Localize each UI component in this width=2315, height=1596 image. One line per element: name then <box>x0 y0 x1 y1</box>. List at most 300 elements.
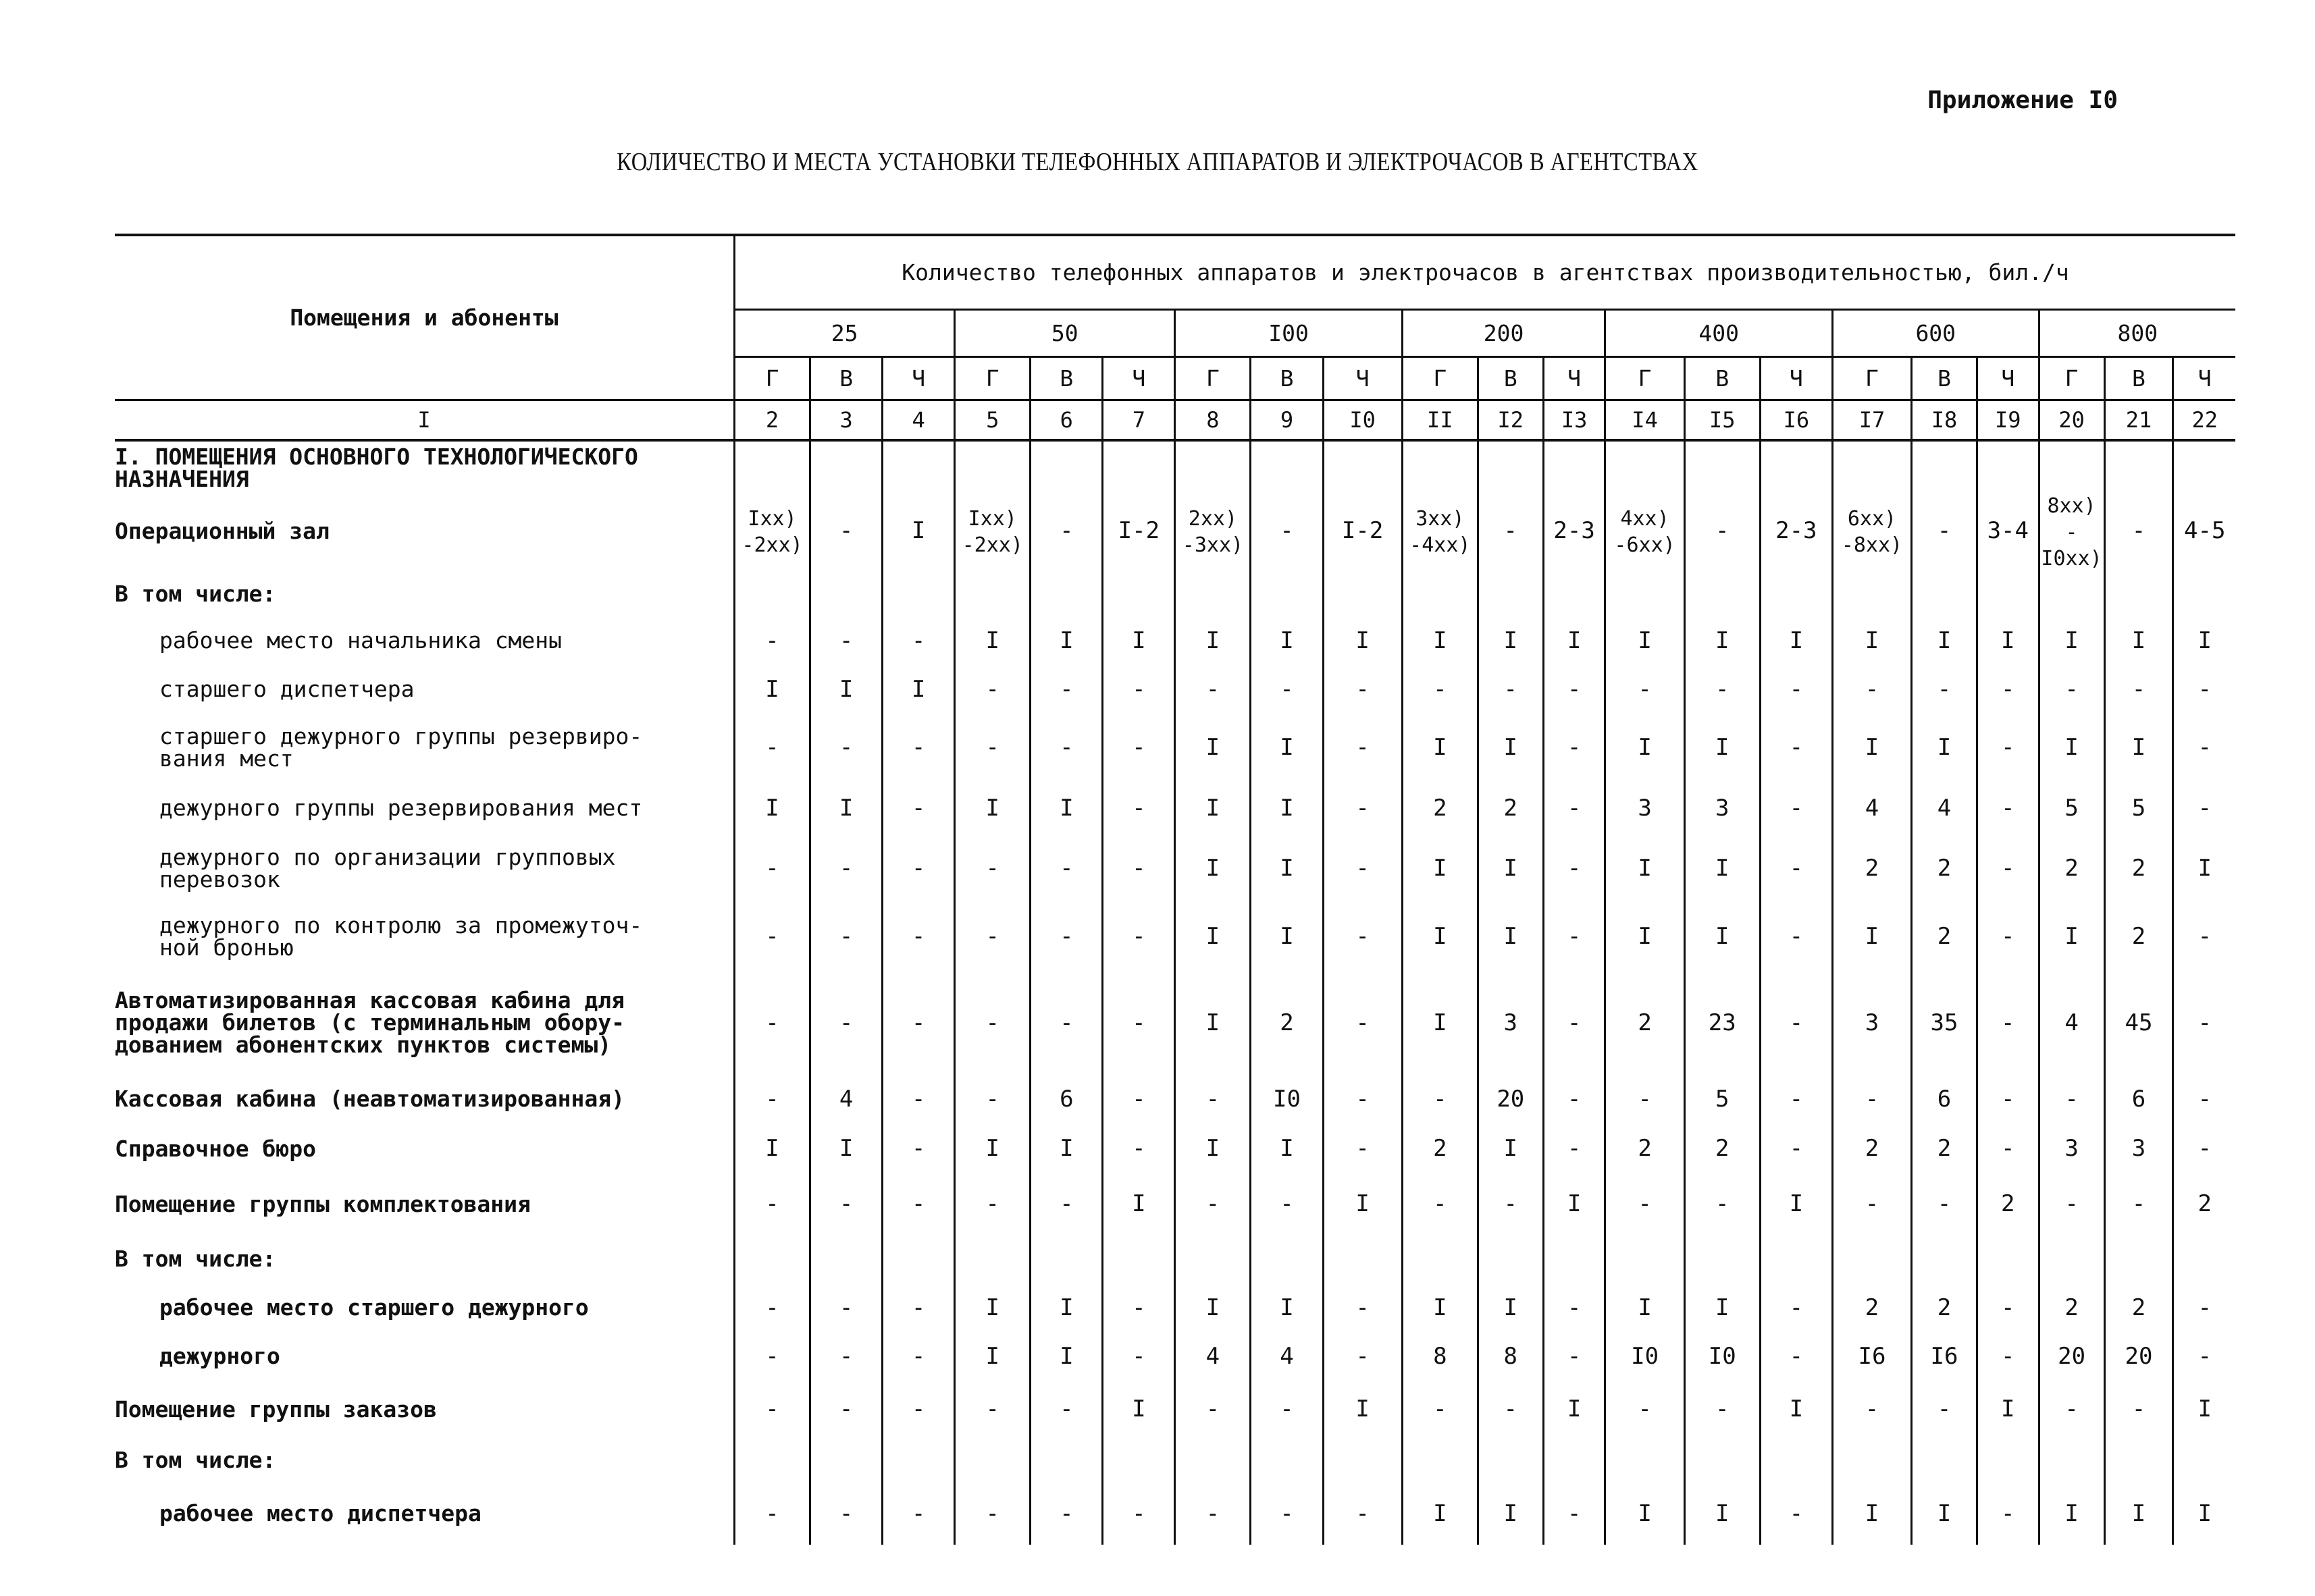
value-cell <box>2104 1332 2173 1381</box>
subheader-cell: Г <box>2039 356 2104 400</box>
value-cell <box>2039 971 2104 1075</box>
value-cell <box>1175 834 1251 903</box>
value-cell <box>1912 665 1977 714</box>
value-cell <box>1543 616 1605 664</box>
value-cell <box>1977 1235 2039 1283</box>
value-text: - <box>1789 923 1804 951</box>
value-cell <box>1832 1173 1911 1235</box>
value-cell <box>1760 1482 1832 1545</box>
subheader-cell: Ч <box>1977 356 2039 400</box>
value-text: I <box>1937 1499 1952 1527</box>
value-cell <box>734 781 810 834</box>
value-cell <box>1251 781 1323 834</box>
value-cell <box>1684 1437 1760 1482</box>
value-cell <box>1832 714 1911 782</box>
value-text: I <box>1638 1294 1652 1321</box>
value-cell <box>1912 1235 1977 1283</box>
value-cell <box>1912 1123 1977 1173</box>
value-cell <box>1103 1075 1175 1123</box>
value-cell <box>1543 1173 1605 1235</box>
value-text: - <box>839 627 854 654</box>
value-cell <box>2039 714 2104 782</box>
value-cell <box>1478 665 1543 714</box>
value-cell <box>883 834 955 903</box>
value-cell <box>1912 1437 1977 1482</box>
value-cell <box>1402 1235 1478 1283</box>
value-cell <box>1543 714 1605 782</box>
column-number: I7 <box>1832 400 1911 440</box>
value-cell <box>1605 1482 1684 1545</box>
value-cell <box>1251 1437 1323 1482</box>
value-text: 6 <box>1060 1085 1074 1113</box>
value-text: - <box>765 1085 779 1113</box>
value-cell <box>734 665 810 714</box>
value-cell <box>1031 1381 1103 1437</box>
value-cell <box>1605 834 1684 903</box>
value-cell <box>1832 1381 1911 1437</box>
value-text: I <box>2001 1395 2015 1423</box>
value-cell <box>1605 665 1684 714</box>
value-cell <box>1323 714 1402 782</box>
value-text: I <box>1355 1395 1370 1423</box>
value-cell <box>810 714 883 782</box>
value-cell <box>1402 1173 1478 1235</box>
value-cell <box>734 490 810 571</box>
value-cell <box>1103 1381 1175 1437</box>
value-text: - <box>1132 1294 1146 1321</box>
value-cell <box>883 1173 955 1235</box>
value-cell <box>1977 616 2039 664</box>
value-text: - <box>2064 675 2079 703</box>
value-text: - <box>1355 1294 1370 1321</box>
value-cell <box>1031 1283 1103 1332</box>
value-cell <box>1251 903 1323 971</box>
value-cell <box>1478 781 1543 834</box>
capacity-header: I00 <box>1175 309 1402 356</box>
value-text: I <box>1355 1190 1370 1218</box>
value-text: 6 <box>2131 1085 2146 1113</box>
value-cell <box>810 1381 883 1437</box>
value-cell <box>2039 1123 2104 1173</box>
capacity-header: 50 <box>955 309 1175 356</box>
value-text: - <box>2197 794 2212 822</box>
value-text: 3 <box>2064 1135 2079 1163</box>
value-cell <box>1103 490 1175 571</box>
value-text: - <box>1355 1342 1370 1370</box>
value-text: - <box>2197 1009 2212 1036</box>
value-cell <box>955 1482 1031 1545</box>
value-text: - <box>1638 675 1652 703</box>
value-cell <box>1977 1173 2039 1235</box>
value-cell <box>1323 1123 1402 1173</box>
subheader-cell: В <box>1031 356 1103 400</box>
value-cell <box>1251 616 1323 664</box>
value-text: - <box>839 1190 854 1218</box>
value-cell <box>734 903 810 971</box>
value-cell <box>2039 1283 2104 1332</box>
value-cell <box>1543 971 1605 1075</box>
column-number: I5 <box>1684 400 1760 440</box>
value-text: I <box>1205 1294 1220 1321</box>
value-text: 4 <box>2064 1009 2079 1036</box>
value-text: 5 <box>2131 794 2146 822</box>
value-text: - <box>1205 1499 1220 1527</box>
value-cell <box>1912 903 1977 971</box>
value-cell <box>1832 1482 1911 1545</box>
value-cell <box>883 665 955 714</box>
value-text: - <box>1433 1395 1447 1423</box>
value-text: I <box>1205 923 1220 951</box>
column-number: 5 <box>955 400 1031 440</box>
value-cell <box>1832 1437 1911 1482</box>
value-cell <box>883 1123 955 1173</box>
value-cell <box>1251 1123 1323 1173</box>
value-cell <box>955 1173 1031 1235</box>
value-cell <box>810 1482 883 1545</box>
value-cell <box>1175 1482 1251 1545</box>
value-cell <box>1402 1437 1478 1482</box>
row-label: старшего дежурного группы резервиро- вания мест <box>159 723 643 772</box>
value-text: I <box>1567 627 1582 654</box>
value-cell <box>1323 1075 1402 1123</box>
value-text: - <box>1132 1009 1146 1036</box>
value-cell <box>2104 440 2173 490</box>
value-text: I <box>839 794 854 822</box>
value-cell <box>1760 1123 1832 1173</box>
value-cell <box>955 834 1031 903</box>
value-cell <box>1402 971 1478 1075</box>
value-cell <box>1832 1235 1911 1283</box>
subheader-cell: Ч <box>1760 356 1832 400</box>
value-cell <box>1543 1437 1605 1482</box>
value-text: 8xx) -I0xx) <box>2041 494 2102 570</box>
value-text: 2 <box>1937 1135 1952 1163</box>
value-cell <box>1605 1381 1684 1437</box>
value-cell <box>1684 490 1760 571</box>
value-cell <box>1912 834 1977 903</box>
row-label: Операционный зал <box>115 517 330 544</box>
value-cell <box>2039 781 2104 834</box>
value-cell <box>1103 616 1175 664</box>
subheader-cell: Г <box>1175 356 1251 400</box>
value-cell <box>1543 1332 1605 1381</box>
value-cell <box>1251 1075 1323 1123</box>
value-text: I <box>1715 923 1729 951</box>
value-text: I <box>2197 855 2212 882</box>
value-text: - <box>1789 1294 1804 1321</box>
value-cell <box>2173 1075 2235 1123</box>
value-cell <box>1605 1123 1684 1173</box>
value-cell <box>734 1283 810 1332</box>
value-cell <box>1031 1235 1103 1283</box>
value-cell <box>883 1332 955 1381</box>
value-text: - <box>985 923 999 951</box>
value-cell <box>1684 1482 1760 1545</box>
value-text: - <box>839 517 854 545</box>
value-cell <box>883 781 955 834</box>
value-text: - <box>1205 1190 1220 1218</box>
value-cell <box>1977 572 2039 616</box>
value-cell <box>2104 1123 2173 1173</box>
value-text: - <box>839 1009 854 1036</box>
value-cell <box>1543 440 1605 490</box>
value-text: 2 <box>1433 1135 1447 1163</box>
value-cell <box>1832 971 1911 1075</box>
value-text: I <box>1865 923 1879 951</box>
value-text: 20 <box>2058 1342 2086 1370</box>
value-text: - <box>1567 1135 1582 1163</box>
value-cell <box>955 1332 1031 1381</box>
value-text: 2 <box>1503 794 1518 822</box>
value-cell <box>2104 490 2173 571</box>
table-row <box>115 781 2235 834</box>
value-text: 3 <box>1715 794 1729 822</box>
value-cell <box>883 440 955 490</box>
row-label: В том числе: <box>115 581 276 608</box>
value-text: - <box>1132 794 1146 822</box>
value-cell <box>1323 440 1402 490</box>
value-text: - <box>1567 1342 1582 1370</box>
subheader-cell: Г <box>1605 356 1684 400</box>
value-cell <box>1543 781 1605 834</box>
value-text: - <box>985 1395 999 1423</box>
value-text: - <box>2197 675 2212 703</box>
value-cell <box>734 440 810 490</box>
value-cell <box>955 781 1031 834</box>
value-cell <box>810 1332 883 1381</box>
value-text: I <box>1789 1395 1804 1423</box>
value-text: - <box>2001 1499 2015 1527</box>
value-cell <box>1912 440 1977 490</box>
value-text: - <box>839 1395 854 1423</box>
value-cell <box>1402 903 1478 971</box>
row-label: Автоматизированная кассовая кабина для продажи билетов (с терминальным обору- дованием абонентских пунктов системы) <box>115 987 625 1059</box>
value-cell <box>1103 781 1175 834</box>
value-cell <box>883 1437 955 1482</box>
value-text: - <box>1789 1135 1804 1163</box>
value-text: - <box>1503 1190 1518 1218</box>
capacity-header: 800 <box>2039 309 2235 356</box>
value-cell <box>734 1437 810 1482</box>
value-text: - <box>985 855 999 882</box>
value-cell <box>1977 971 2039 1075</box>
value-cell <box>1103 1173 1175 1235</box>
value-text: I <box>911 675 926 703</box>
table-row <box>115 714 2235 782</box>
value-text: 2xx) -3xx) <box>1182 507 1244 558</box>
value-text: - <box>911 1135 926 1163</box>
value-text: - <box>1638 1395 1652 1423</box>
value-cell <box>1605 781 1684 834</box>
value-cell <box>1402 714 1478 782</box>
value-text: 2 <box>2131 923 2146 951</box>
value-cell <box>883 1482 955 1545</box>
value-cell <box>1605 1075 1684 1123</box>
value-text: - <box>2131 1395 2146 1423</box>
value-cell <box>1175 1235 1251 1283</box>
value-cell <box>1977 903 2039 971</box>
value-text: - <box>1280 1499 1294 1527</box>
column-number: 2 <box>734 400 810 440</box>
value-text: - <box>2064 1395 2079 1423</box>
value-text: - <box>1355 1499 1370 1527</box>
value-cell <box>955 714 1031 782</box>
value-cell <box>1684 1332 1760 1381</box>
value-text: - <box>985 1009 999 1036</box>
value-text: - <box>911 855 926 882</box>
value-cell <box>1977 781 2039 834</box>
value-text: I <box>1280 923 1294 951</box>
value-text: - <box>839 1294 854 1321</box>
value-cell <box>1543 903 1605 971</box>
value-cell <box>734 1123 810 1173</box>
value-cell <box>2039 1437 2104 1482</box>
value-text: - <box>1865 675 1879 703</box>
value-text: - <box>1567 1294 1582 1321</box>
column-number: I2 <box>1478 400 1543 440</box>
value-text: - <box>839 855 854 882</box>
value-cell <box>2173 781 2235 834</box>
value-cell <box>1175 1075 1251 1123</box>
value-cell <box>810 1437 883 1482</box>
value-text: - <box>985 1499 999 1527</box>
value-cell <box>810 440 883 490</box>
value-text: I <box>1503 734 1518 762</box>
value-text: - <box>1789 1085 1804 1113</box>
column-number: 20 <box>2039 400 2104 440</box>
value-cell <box>1478 1332 1543 1381</box>
value-cell <box>1760 834 1832 903</box>
value-text: I <box>2131 627 2146 654</box>
value-text: - <box>2197 1342 2212 1370</box>
value-cell <box>734 714 810 782</box>
value-text: 2 <box>1638 1009 1652 1036</box>
value-text: - <box>2001 794 2015 822</box>
value-cell <box>1103 903 1175 971</box>
value-cell <box>1103 1235 1175 1283</box>
value-text: - <box>1205 675 1220 703</box>
value-cell <box>1323 1173 1402 1235</box>
value-cell <box>2104 781 2173 834</box>
value-text: - <box>2001 675 2015 703</box>
value-text: - <box>1060 517 1074 545</box>
value-cell <box>1977 1075 2039 1123</box>
row-label: В том числе: <box>115 1446 276 1473</box>
subheader-cell: В <box>1912 356 1977 400</box>
value-text: - <box>911 1294 926 1321</box>
value-text: - <box>1132 1499 1146 1527</box>
value-cell <box>1832 1283 1911 1332</box>
value-cell <box>1684 572 1760 616</box>
value-cell <box>1912 1332 1977 1381</box>
value-text: I <box>2064 923 2079 951</box>
value-text: - <box>1132 855 1146 882</box>
value-text: - <box>911 734 926 762</box>
value-cell <box>1605 903 1684 971</box>
value-cell <box>1478 834 1543 903</box>
value-cell <box>1175 1332 1251 1381</box>
value-cell <box>1760 572 1832 616</box>
value-cell <box>2039 572 2104 616</box>
subheader-cell: В <box>2104 356 2173 400</box>
value-text: - <box>1567 675 1582 703</box>
value-cell <box>1103 971 1175 1075</box>
value-text: I <box>1205 734 1220 762</box>
value-cell <box>2104 714 2173 782</box>
value-text: 6xx) -8xx) <box>1841 507 1903 558</box>
value-text: 4 <box>1280 1342 1294 1370</box>
value-text: - <box>765 1190 779 1218</box>
value-cell <box>1323 1332 1402 1381</box>
value-cell <box>955 616 1031 664</box>
value-text: I <box>1865 627 1879 654</box>
value-text: - <box>1060 1395 1074 1423</box>
value-cell <box>1684 781 1760 834</box>
value-text: I <box>1060 627 1074 654</box>
column-number: 9 <box>1251 400 1323 440</box>
value-text: 3xx) -4xx) <box>1409 507 1471 558</box>
capacity-header: 400 <box>1605 309 1832 356</box>
value-cell <box>1684 440 1760 490</box>
subheader-cell: В <box>1478 356 1543 400</box>
value-text: - <box>2001 734 2015 762</box>
value-cell <box>1323 1283 1402 1332</box>
value-cell <box>1103 1437 1175 1482</box>
value-cell <box>883 490 955 571</box>
value-cell <box>2039 490 2104 571</box>
value-cell <box>2104 1283 2173 1332</box>
value-text: I <box>1503 1499 1518 1527</box>
value-cell <box>1832 616 1911 664</box>
value-cell <box>1478 1123 1543 1173</box>
value-text: 2 <box>1937 1294 1952 1321</box>
value-cell <box>1402 572 1478 616</box>
value-cell <box>1478 1437 1543 1482</box>
row-label: Помещение группы комплектования <box>115 1190 531 1217</box>
value-cell <box>1103 572 1175 616</box>
value-cell <box>810 572 883 616</box>
value-cell <box>2039 440 2104 490</box>
value-cell <box>1832 1123 1911 1173</box>
value-cell <box>2173 1437 2235 1482</box>
column-number: I <box>115 400 734 440</box>
value-text: - <box>839 1499 854 1527</box>
value-cell <box>1977 490 2039 571</box>
value-text: - <box>1132 1085 1146 1113</box>
value-cell <box>734 1381 810 1437</box>
value-cell <box>1832 903 1911 971</box>
value-text: I <box>1503 627 1518 654</box>
value-cell <box>2173 572 2235 616</box>
value-cell <box>1103 714 1175 782</box>
value-text: I <box>1205 1135 1220 1163</box>
capacity-header: 200 <box>1402 309 1605 356</box>
value-cell <box>1402 616 1478 664</box>
value-text: 2 <box>2197 1190 2212 1218</box>
value-cell <box>1605 572 1684 616</box>
value-cell <box>955 1437 1031 1482</box>
value-text: I <box>1060 1135 1074 1163</box>
value-text: I <box>1789 1190 1804 1218</box>
value-text: I <box>1205 855 1220 882</box>
subheader-cell: В <box>1684 356 1760 400</box>
value-cell <box>2173 903 2235 971</box>
value-cell <box>883 572 955 616</box>
value-cell <box>1684 714 1760 782</box>
value-cell <box>1760 616 1832 664</box>
value-text: I <box>1937 734 1952 762</box>
value-cell <box>1684 1123 1760 1173</box>
